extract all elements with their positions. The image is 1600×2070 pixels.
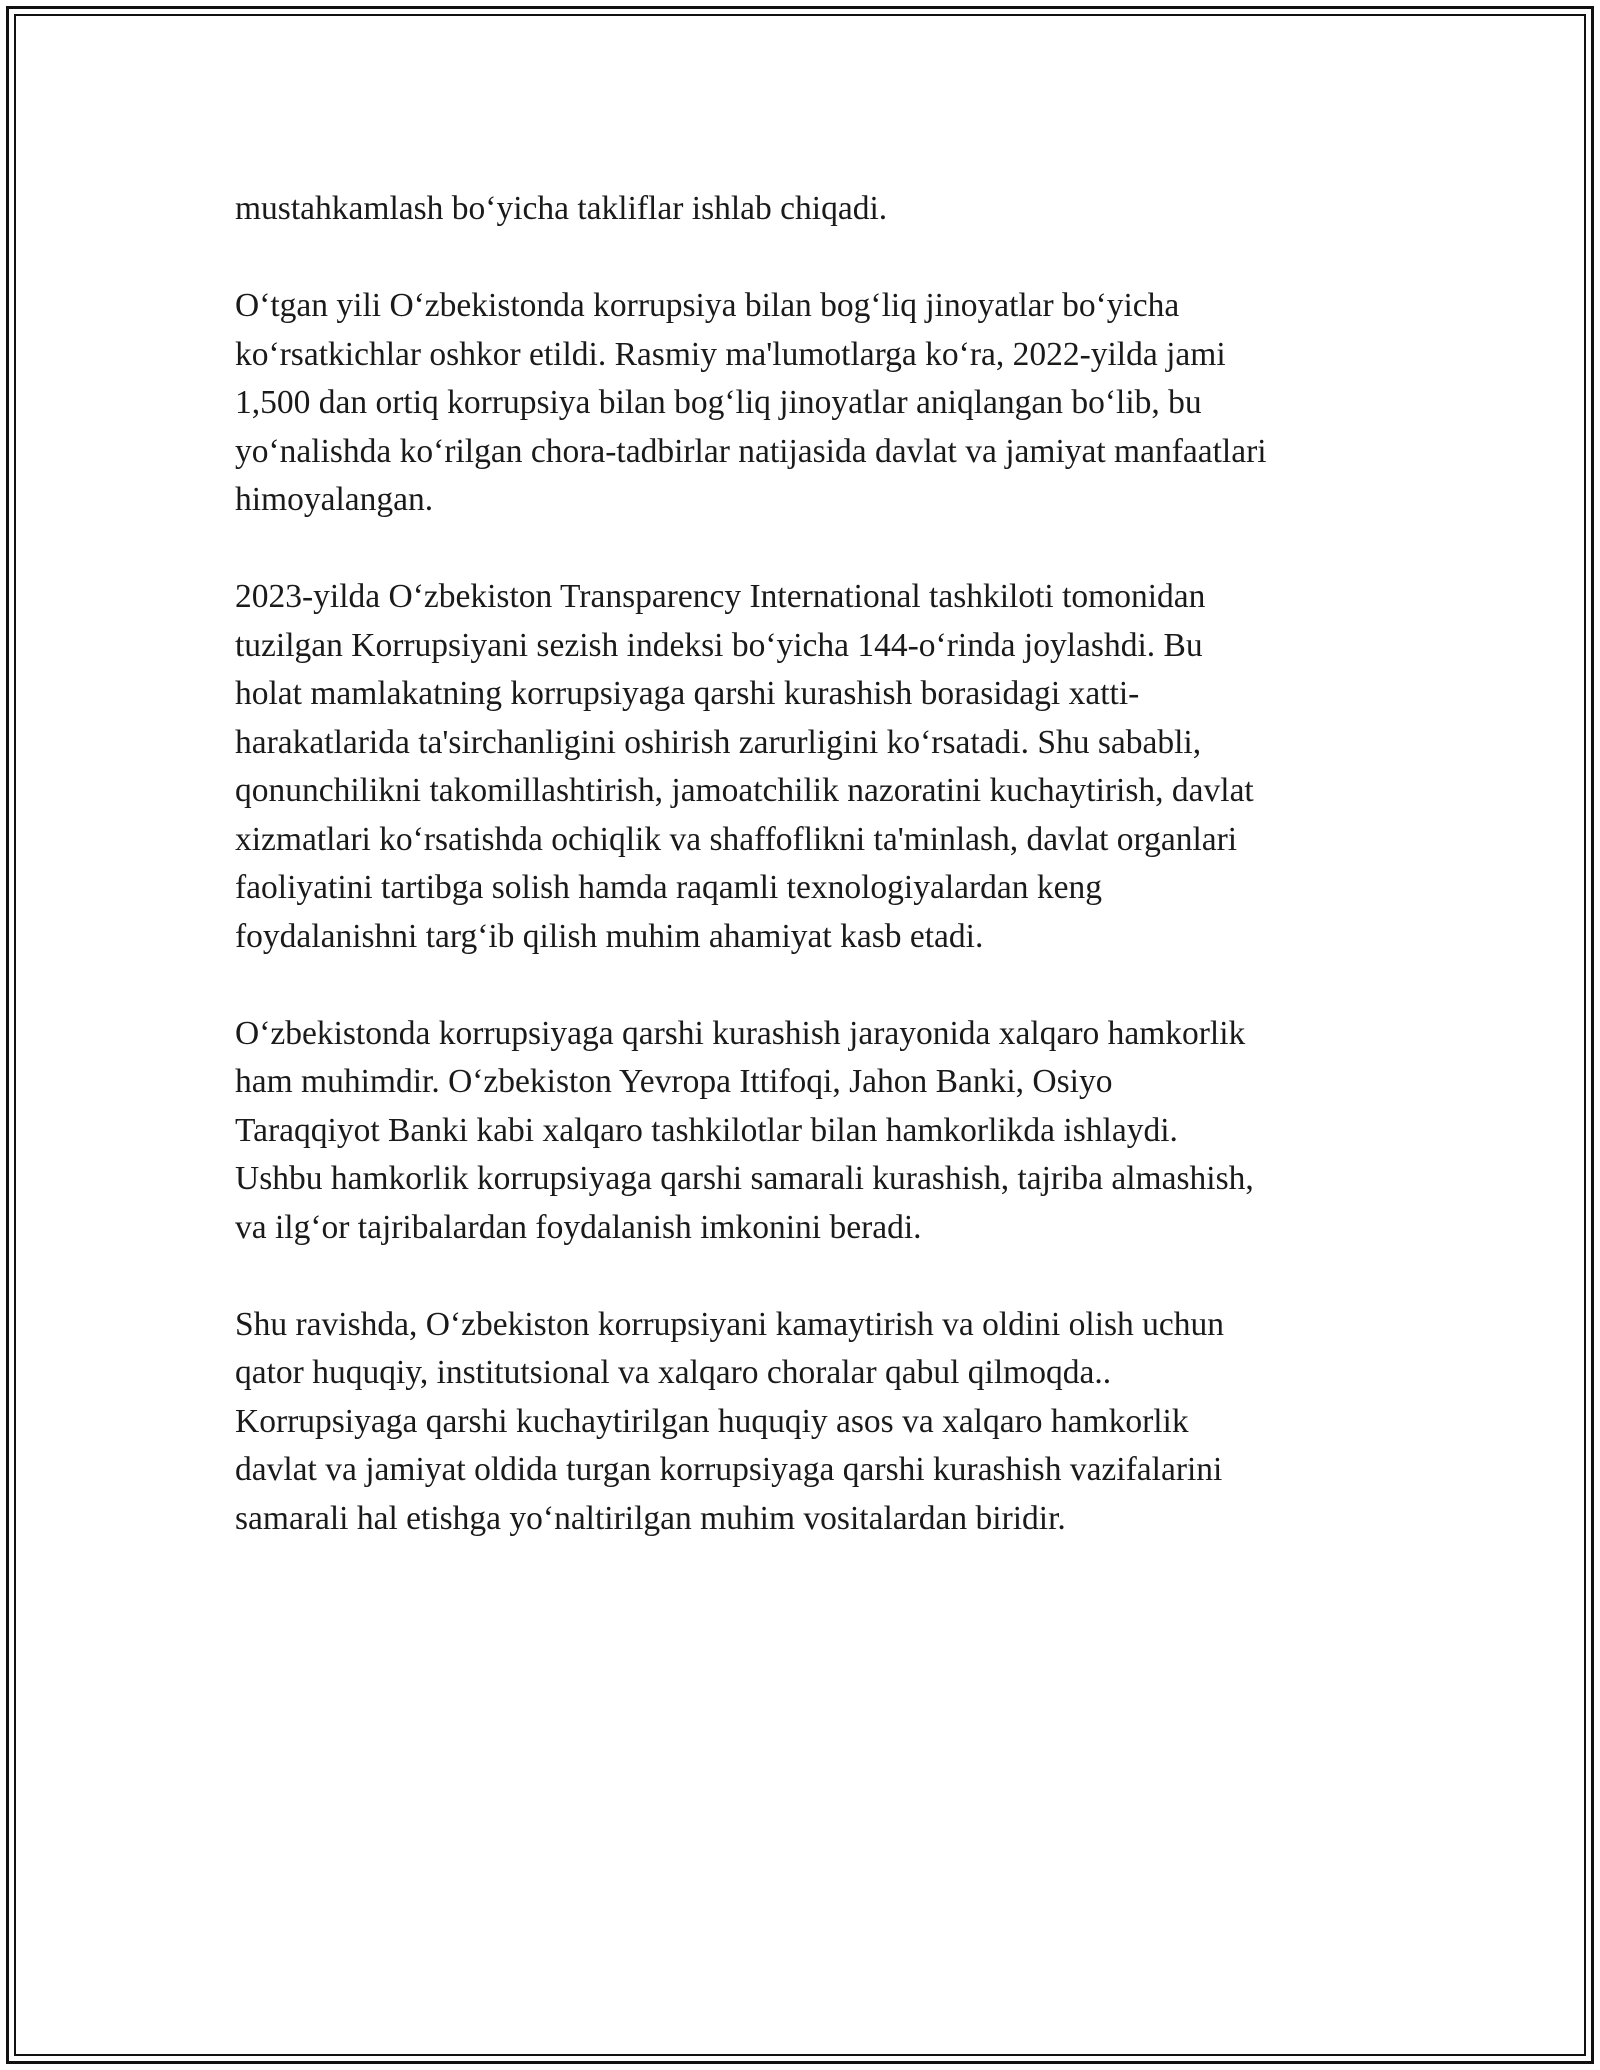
text-line: yo‘nalishda ko‘rilgan chora-tadbirlar natijasida davlat va jamiyat manfaatlari [235,432,1267,470]
text-line: 2023-yilda O‘zbekiston Transparency International tashkiloti tomonidan [235,578,1206,615]
paragraph-2 [235,282,1375,525]
paragraph-5 [235,1301,1375,1544]
text-line: O‘tgan yili O‘zbekistonda korrupsiya bilan bog‘liq jinoyatlar bo‘yicha [235,287,1180,324]
paragraph-3 [235,573,1375,961]
text-line: 1,500 dan ortiq korrupsiya bilan bog‘liq jinoyatlar aniqlangan bo‘lib, bu [235,384,1202,421]
text-line: Taraqqiyot Banki kabi xalqaro tashkilotlar bilan hamkorlikda ishlaydi. [235,1111,1178,1149]
text-line: ko‘rsatkichlar oshkor etildi. Rasmiy ma'lumotlarga ko‘ra, 2022-yilda jami [235,335,1226,373]
text-line: qonunchilikni takomillashtirish, jamoatchilik nazoratini kuchaytirish, davlat [235,772,1254,809]
text-line: qator huquqiy, institutsional va xalqaro choralar qabul qilmoqda.. [235,1354,1112,1391]
text-line: holat mamlakatning korrupsiyaga qarshi kurashish borasidagi xatti- [235,675,1140,712]
text-line: tuzilgan Korrupsiyani sezish indeksi bo‘yicha 144-o‘rinda joylashdi. Bu [235,626,1203,664]
text-line: Korrupsiyaga qarshi kuchaytirilgan huquqiy asos va xalqaro hamkorlik [235,1402,1189,1440]
text-line: xizmatlari ko‘rsatishda ochiqlik va shaffoflikni ta'minlash, davlat organlari [235,820,1238,858]
text-line: Ushbu hamkorlik korrupsiyaga qarshi samarali kurashish, tajriba almashish, [235,1160,1254,1197]
text-line: ham muhimdir. O‘zbekiston Yevropa Ittifoqi, Jahon Banki, Osiyo [235,1063,1113,1100]
text-line: va ilg‘or tajribalardan foydalanish imkonini beradi. [235,1208,922,1246]
text-line: Shu ravishda, O‘zbekiston korrupsiyani kamaytirish va oldini olish uchun [235,1305,1225,1343]
paragraph-1 [235,185,1375,234]
text-line: himoyalangan. [235,481,434,518]
text-line: O‘zbekistonda korrupsiyaga qarshi kurashish jarayonida xalqaro hamkorlik [235,1014,1246,1052]
text-line: harakatlarida ta'sirchanligini oshirish zarurligini ko‘rsatadi. Shu sababli, [235,723,1202,761]
text-line: foydalanishni targ‘ib qilish muhim ahamiyat kasb etadi. [235,917,984,955]
text-line: samarali hal etishga yo‘naltirilgan muhim vositalardan biridir. [235,1499,1066,1537]
text-line: faoliyatini tartibga solish hamda raqamli texnologiyalardan keng [235,869,1103,906]
text-line: mustahkamlash bo‘yicha takliflar ishlab chiqadi. [235,190,888,227]
document-body [235,185,1375,1592]
text-line: davlat va jamiyat oldida turgan korrupsiyaga qarshi kurashish vazifalarini [235,1451,1223,1488]
paragraph-4 [235,1010,1375,1253]
